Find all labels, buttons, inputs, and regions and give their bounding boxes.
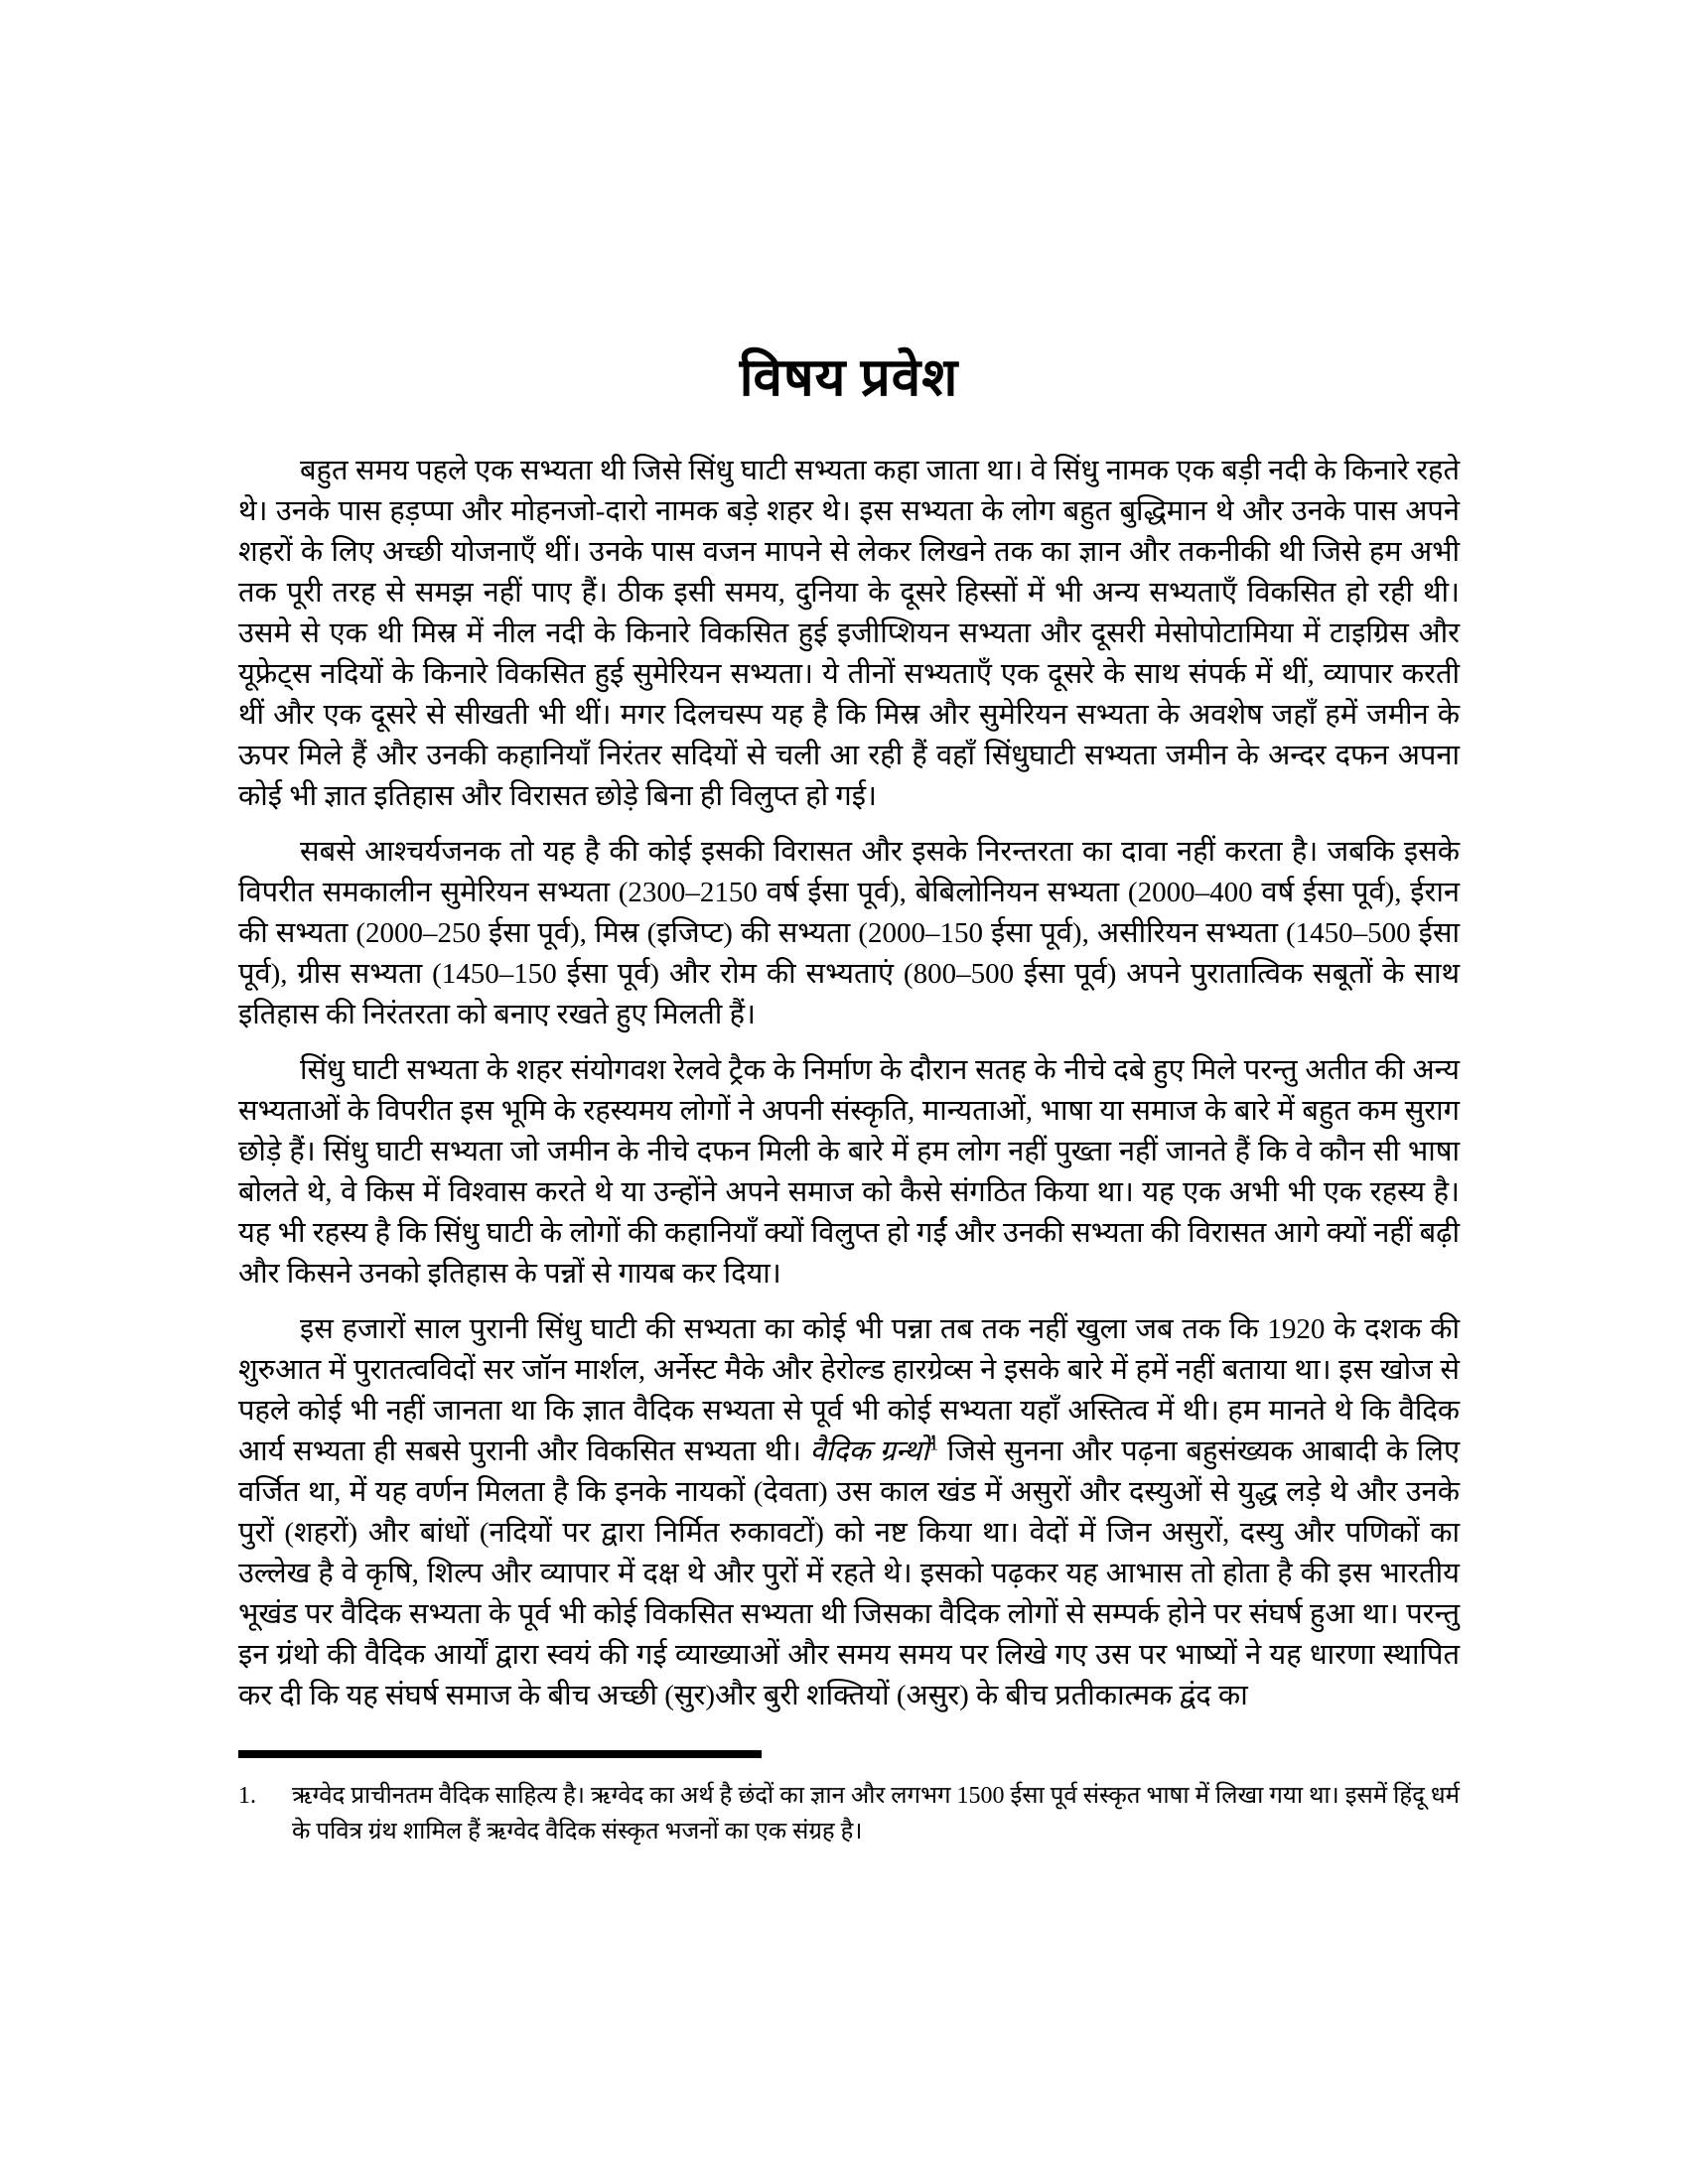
paragraph-civilization-dates: सबसे आश्चर्यजनक तो यह है की कोई इसकी विरासत और इसके निरन्तरता का दावा नहीं करता है। जबकि इसके विपरीत समकालीन सुमेरियन सभ्यता (2300–2150 वर्ष ईसा पूर्व), बेबिलोनियन सभ्यता (2000–400 वर्ष ईसा पूर्व), ईरान की सभ्यता (2000–250 ईसा पूर्व), मिस्र (इजिप्ट) की सभ्यता (2000–150 ईसा पूर्व), असीरियन सभ्यता (1450–500 ईसा पूर्व), ग्रीस सभ्यता (1450–150 ईसा पूर्व) और रोम की सभ्यताएं (800–500 ईसा पूर्व) अपने पुरातात्विक सबूतों के साथ इतिहास की निरंतरता को बनाए रखते हुए मिलती हैं। [238,836,1460,1030]
page-title: विषय प्रवेश [739,349,959,407]
paragraph-vedic-texts [238,1309,1460,1716]
paragraph-4-text-after: जिसे सुनना और पढ़ना बहुसंख्यक आबादी के लिए वर्जित था, में यह वर्णन मिलता है कि इनके नायकों (देवता) उस काल खंड में असुरों और दस्युओं से युद्ध लड़े थे और उनके पुरों (शहरों) और बांधों (नदियों पर द्वारा निर्मित रुकावटों) को नष्ट किया था। वेदों में जिन असुरों, दस्यु और पणिकों का उल्लेख है वे कृषि, शिल्प और व्यापार में दक्ष थे और पुरों में रहते थे। इसको पढ़कर यह आभास तो होता है की इस भारतीय भूखंड पर वैदिक सभ्यता के पूर्व भी कोई विकसित सभ्यता थी जिसका वैदिक लोगों से सम्पर्क होने पर संघर्ष हुआ था। परन्तु इन ग्रंथो की वैदिक आर्यों द्वारा स्वयं की गई व्याख्याओं और समय समय पर लिखे गए उस पर भाष्यों ने यह धारणा स्थापित कर दी कि यह संघर्ष समाज के बीच अच्छी (सुर)और बुरी शक्तियों (असुर) के बीच प्रतीकात्मक द्वंद का [238,1435,1461,1711]
footnote-number: 1. [238,1783,256,1809]
paragraph-4-text-before: इस हजारों साल पुरानी सिंधु घाटी की सभ्यता का कोई भी पन्ना तब तक नहीं खुला जब तक कि 1920 के दशक की शुरुआत में पुरातत्वविदों सर जॉन मार्शल, अर्नेस्ट मैके और हेरोल्ड हारग्रेव्स ने इसके बारे में हमें नहीं बताया था। इस खोज से पहले कोई भी नहीं जानता था कि ज्ञात वैदिक सभ्यता से पूर्व भी कोई सभ्यता यहाँ अस्तित्व में थी। हम मानते थे कि वैदिक आर्य सभ्यता ही सबसे पुरानी और विकसित सभ्यता थी। [238,1313,1460,1467]
footnote-text: ऋग्वेद प्राचीनतम वैदिक साहित्य है। ऋग्वेद का अर्थ है छंदों का ज्ञान और लगभग 1500 ईसा पूर्व संस्कृत भाषा में लिखा गया था। इसमें हिंदू धर्म के पवित्र ग्रंथ शामिल हैं ऋग्वेद वैदिक संस्कृत भजनों का एक संग्रह है। [292,1783,1460,1844]
footnote-reference-marker: 1 [928,1433,939,1455]
paragraph-intro-indus: बहुत समय पहले एक सभ्यता थी जिसे सिंधु घाटी सभ्यता कहा जाता था। वे सिंधु नामक एक बड़ी नदी के किनारे रहते थे। उनके पास हड़प्पा और मोहनजो-दारो नामक बड़े शहर थे। इस सभ्यता के लोग बहुत बुद्धिमान थे और उनके पास अपने शहरों के लिए अच्छी योजनाएँ थीं। उनके पास वजन मापने से लेकर लिखने तक का ज्ञान और तकनीकी थी जिसे हम अभी तक पूरी तरह से समझ नहीं पाए हैं। ठीक इसी समय, दुनिया के दूसरे हिस्सों में भी अन्य सभ्यताएँ विकसित हो रही थी। उसमे से एक थी मिस्र में नील नदी के किनारे विकसित हुई इजीप्शियन सभ्यता और दूसरी मेसोपोटामिया में टाइग्रिस और यूफ्रेट्स नदियों के किनारे विकसित हुई सुमेरियन सभ्यता। ये तीनों सभ्यताएँ एक दूसरे के साथ संपर्क में थीं, व्यापार करती थीं और एक दूसरे से सीखती भी थीं। मगर दिलचस्प यह है कि मिस्र और सुमेरियन सभ्यता के अवशेष जहाँ हमें जमीन के ऊपर मिले हैं और उनकी कहानियाँ निरंतर सदियों से चली आ रही हैं वहाँ सिंधुघाटी सभ्यता जमीन के अन्दर दफन अपना कोई भी ज्ञात इतिहास और विरासत छोड़े बिना ही विलुप्त हो गई। [238,455,1460,812]
italic-term-vedic-granth: वैदिक ग्रन्थों [809,1435,929,1467]
paragraph-railway-discovery: सिंधु घाटी सभ्यता के शहर संयोगवश रेलवे ट्रैक के निर्माण के दौरान सतह के नीचे दबे हुए मिले परन्तु अतीत की अन्य सभ्यताओं के विपरीत इस भूमि के रहस्यमय लोगों ने अपनी संस्कृति, मान्यताओं, भाषा या समाज के बारे में बहुत कम सुराग छोड़े हैं। सिंधु घाटी सभ्यता जो जमीन के नीचे दफन मिली के बारे में हम लोग नहीं पुख्ता नहीं जानते हैं कि वे कौन सी भाषा बोलते थे, वे किस में विश्वास करते थे या उन्होंने अपने समाज को कैसे संगठित किया था। यह एक अभी भी एक रहस्य है। यह भी रहस्य है कि सिंधु घाटी के लोगों की कहानियाँ क्यों विलुप्त हो गईं और उनकी सभ्यता की विरासत आगे क्यों नहीं बढ़ी और किसने उनको इतिहास के पन्नों से गायब कर दिया। [238,1054,1460,1290]
footnote-separator-rule [238,1750,762,1758]
footnote [238,1778,1460,1849]
